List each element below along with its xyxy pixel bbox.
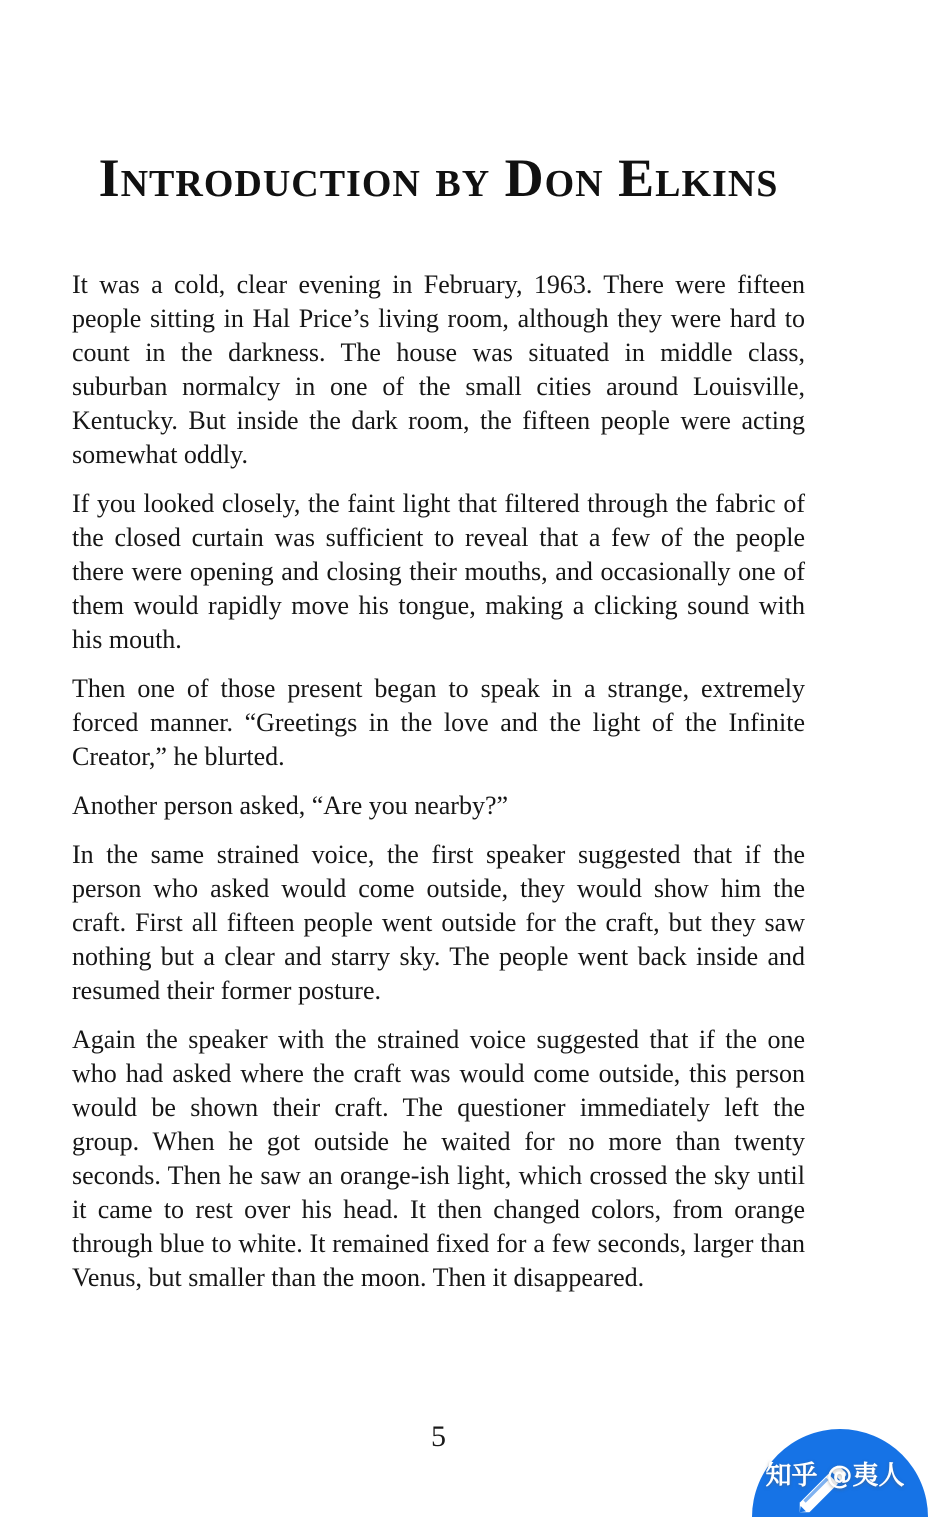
paragraph-5: In the same strained voice, the first speaker suggested that if the person who asked would come outside, they would show him the craft. First all fifteen people went outside for the craft, but they saw nothing but a clear and starry sky. The people went back inside and resumed their former posture. [72, 840, 805, 1006]
paragraph-2: If you looked closely, the faint light that filtered through the fabric of the closed curtain was sufficient to reveal that a few of the people there were opening and closing their mouths, and occasionally one of them would rapidly move his tongue, making a clicking sound with his mouth. [72, 489, 805, 655]
body-text [72, 268, 805, 1295]
page-number: 5 [431, 1420, 446, 1453]
paragraph-4: Another person asked, “Are you nearby?” [72, 791, 509, 821]
page-title: Introduction by Don Elkins [98, 148, 779, 208]
paragraph-1: It was a cold, clear evening in February, 1963. There were fifteen people sitting in Hal Price’s living room, although they were hard to count in the darkness. The house was situated in middle class, suburban normalcy in one of the small cities around Louisville, Kentucky. But inside the dark room, the fifteen people were acting somewhat oddly. [72, 270, 805, 470]
watermark-text: 知乎 @夷人 [765, 1461, 905, 1491]
paragraph-6: Again the speaker with the strained voice suggested that if the one who had asked where the craft was would come outside, this person would be shown their craft. The questioner immediately left the group. When he got outside he waited for no more than twenty seconds. Then he saw an orange-ish light, which crossed the sky until it came to rest over his head. It then changed colors, from orange through blue to white. It remained fixed for a few seconds, larger than Venus, but smaller than the moon. Then it disappeared. [72, 1025, 805, 1293]
paragraph-3: Then one of those present began to speak in a strange, extremely forced manner. “Greetings in the love and the light of the Infinite Creator,” he blurted. [72, 674, 805, 772]
text-column [72, 0, 805, 1295]
